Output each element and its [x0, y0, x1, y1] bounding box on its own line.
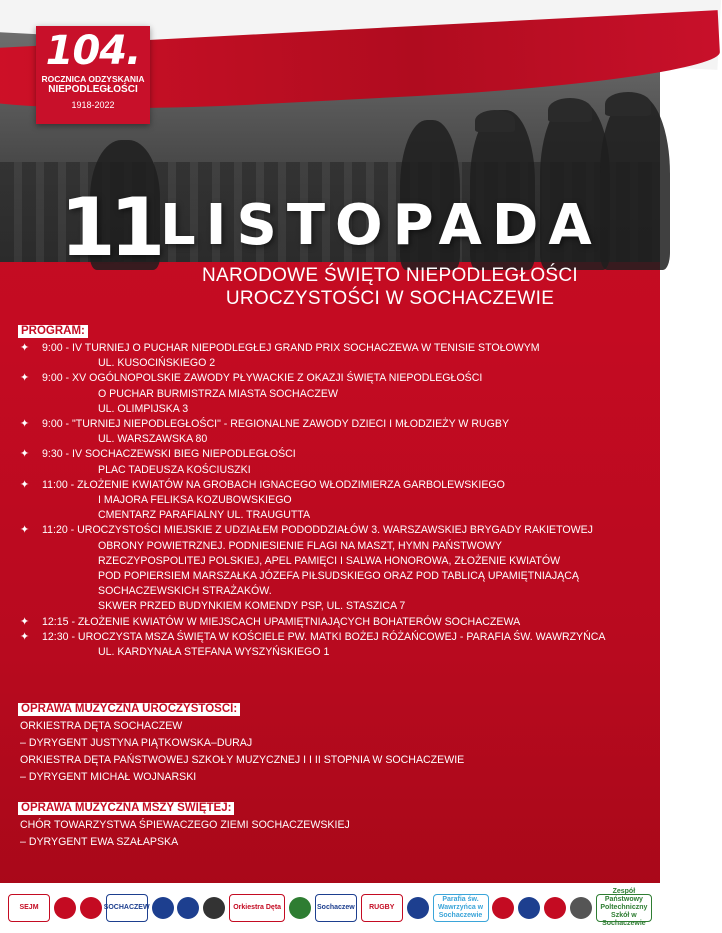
program-item-title: 9:30 - IV SOCHACZEWSKI BIEG NIEPODLEGŁOŚCI — [42, 448, 296, 461]
program-item-detail: OBRONY POWIETRZNEJ. PODNIESIENIE FLAGI NA MASZT, HYMN PAŃSTWOWY — [98, 539, 502, 552]
sponsor-logo-icon: Orkiestra Dęta — [229, 894, 285, 922]
program-item — [20, 417, 645, 447]
anniversary-badge — [36, 26, 150, 124]
sponsor-logo-icon — [407, 897, 429, 919]
star-bullet-icon: ✦ — [20, 418, 30, 431]
badge-line1: ROCZNICA ODZYSKANIA — [41, 74, 145, 84]
sponsor-logo-icon — [544, 897, 566, 919]
program-item — [20, 523, 645, 614]
program-item-title: 11:00 - ZŁOŻENIE KWIATÓW NA GROBACH IGNACEGO WŁODZIMIERZA GARBOLEWSKIEGO — [42, 478, 505, 491]
badge-years: 1918-2022 — [71, 100, 115, 110]
title-month: LISTOPADA — [160, 193, 602, 258]
program-item-title: 9:00 - "TURNIEJ NIEPODLEGŁOŚCI" - REGIONALNE ZAWODY DZIECI I MŁODZIEŻY W RUGBY — [42, 418, 510, 431]
music-line: – DYRYGENT MICHAŁ WOJNARSKI — [20, 771, 197, 783]
sponsor-logo-icon: RUGBY — [361, 894, 403, 922]
badge-line2: NIEPODLEGŁOŚCI — [48, 84, 138, 95]
sponsor-logo-icon: Sochaczew — [315, 894, 357, 922]
star-bullet-icon: ✦ — [20, 478, 30, 491]
program-item — [20, 615, 645, 630]
star-bullet-icon: ✦ — [20, 372, 30, 385]
program-item-detail: I MAJORA FELIKSA KOZUBOWSKIEGO — [98, 494, 292, 507]
sponsor-logo-icon: Parafia św. Wawrzyńca w Sochaczewie — [433, 894, 489, 922]
program-item-detail: UL. KARDYNAŁA STEFANA WYSZYŃSKIEGO 1 — [98, 646, 330, 659]
helmet-shape — [475, 110, 515, 132]
program-item-detail: SOCHACZEWSKICH STRAŻAKÓW. — [98, 585, 272, 598]
sponsor-logo-icon — [152, 897, 174, 919]
program-header: PROGRAM: — [18, 325, 88, 338]
soldier-silhouette — [600, 95, 670, 270]
title-day: 11 — [60, 181, 160, 274]
helmet-shape — [548, 98, 592, 122]
program-item-title: 9:00 - XV OGÓLNOPOLSKIE ZAWODY PŁYWACKIE Z OKAZJI ŚWIĘTA NIEPODLEGŁOŚCI — [42, 372, 483, 385]
sponsor-logo-icon — [570, 897, 592, 919]
sponsor-logo-icon: SOCHACZEW — [106, 894, 148, 922]
mass-music-list — [20, 817, 640, 851]
sponsor-logo-icon — [54, 897, 76, 919]
program-item-detail: O PUCHAR BURMISTRZA MIASTA SOCHACZEW — [98, 387, 338, 400]
mass-music-header: OPRAWA MUZYCZNA MSZY ŚWIĘTEJ: — [18, 802, 234, 815]
program-item-title: 12:15 - ZŁOŻENIE KWIATÓW W MIEJSCACH UPAMIĘTNIAJĄCYCH BOHATERÓW SOCHACZEWA — [42, 615, 521, 628]
program-item-detail: RZECZYPOSPOLITEJ POLSKIEJ, APEL PAMIĘCI I SALWA HONOROWA, ZŁOŻENIE KWIATÓW — [98, 554, 561, 567]
star-bullet-icon: ✦ — [20, 342, 30, 354]
music-line: – DYRYGENT JUSTYNA PIĄTKOWSKA–DURAJ — [20, 737, 253, 749]
music-line: ORKIESTRA DĘTA PAŃSTWOWEJ SZKOŁY MUZYCZNEJ I I II STOPNIA W SOCHACZEWIE — [20, 754, 465, 766]
mass_music-line: – DYRYGENT EWA SZAŁAPSKA — [20, 836, 179, 848]
program-item — [20, 630, 645, 660]
sponsor-logo-icon: Zespół Państwowy Poltechniczny Szkół w Sochaczewie — [596, 894, 652, 922]
star-bullet-icon: ✦ — [20, 615, 30, 628]
sponsor-logo-icon — [177, 897, 199, 919]
sponsor-logo-icon — [492, 897, 514, 919]
sponsor-logo-icon: SEJM — [8, 894, 50, 922]
anniversary-number: 104. — [45, 28, 141, 74]
sponsor-logo-icon — [289, 897, 311, 919]
program-item-detail: CMENTARZ PARAFIALNY UL. TRAUGUTTA — [98, 509, 311, 522]
program-item-detail: SKWER PRZED BUDYNKIEM KOMENDY PSP, UL. STASZICA 7 — [98, 600, 406, 613]
star-bullet-icon: ✦ — [20, 630, 30, 643]
sponsor-logo-icon — [518, 897, 540, 919]
subtitle-line1: NARODOWE ŚWIĘTO NIEPODLEGŁOŚCI — [201, 265, 579, 286]
program-item-detail: UL. OLIMPIJSKA 3 — [98, 402, 189, 415]
helmet-shape — [605, 92, 651, 116]
program-item-title: 9:00 - IV TURNIEJ O PUCHAR NIEPODLEGŁEJ GRAND PRIX SOCHACZEWA W TENISIE STOŁOWYM — [42, 342, 540, 354]
sponsor-logo-icon — [80, 897, 102, 919]
program-item-detail: UL. KUSOCIŃSKIEGO 2 — [98, 357, 216, 370]
program-item-title: 12:30 - UROCZYSTA MSZA ŚWIĘTA W KOŚCIELE PW. MATKI BOŻEJ RÓŻAŃCOWEJ - PARAFIA ŚW. WAWRZYŃCA — [42, 630, 606, 643]
star-bullet-icon: ✦ — [20, 524, 30, 537]
program-list — [20, 341, 645, 660]
program-item — [20, 447, 645, 477]
music-list — [20, 718, 640, 786]
program-item-title: 11:20 - UROCZYSTOŚCI MIEJSKIE Z UDZIAŁEM PODODDZIAŁÓW 3. WARSZAWSKIEJ BRYGADY RAKIETOWEJ — [42, 524, 593, 537]
star-bullet-icon: ✦ — [20, 448, 30, 461]
music-header: OPRAWA MUZYCZNA UROCZYSTOŚCI: — [18, 703, 240, 716]
sponsor-logo-icon — [203, 897, 225, 919]
program-item-detail: PLAC TADEUSZA KOŚCIUSZKI — [98, 463, 251, 476]
program-item — [20, 341, 645, 371]
program-item — [20, 371, 645, 417]
sponsor-logos-bar — [0, 883, 660, 933]
program-item-detail: POD POPIERSIEM MARSZAŁKA JÓZEFA PIŁSUDSKIEGO ORAZ POD TABLICĄ UPAMIĘTNIAJĄCĄ — [98, 570, 579, 583]
program-item — [20, 478, 645, 524]
program-item-detail: UL. WARSZAWSKA 80 — [98, 433, 208, 446]
music-line: ORKIESTRA DĘTA SOCHACZEW — [20, 720, 183, 732]
subtitle-line2: UROCZYSTOŚCI W SOCHACZEWIE — [225, 288, 555, 309]
mass_music-line: CHÓR TOWARZYSTWA ŚPIEWACZEGO ZIEMI SOCHACZEWSKIEJ — [20, 819, 350, 831]
